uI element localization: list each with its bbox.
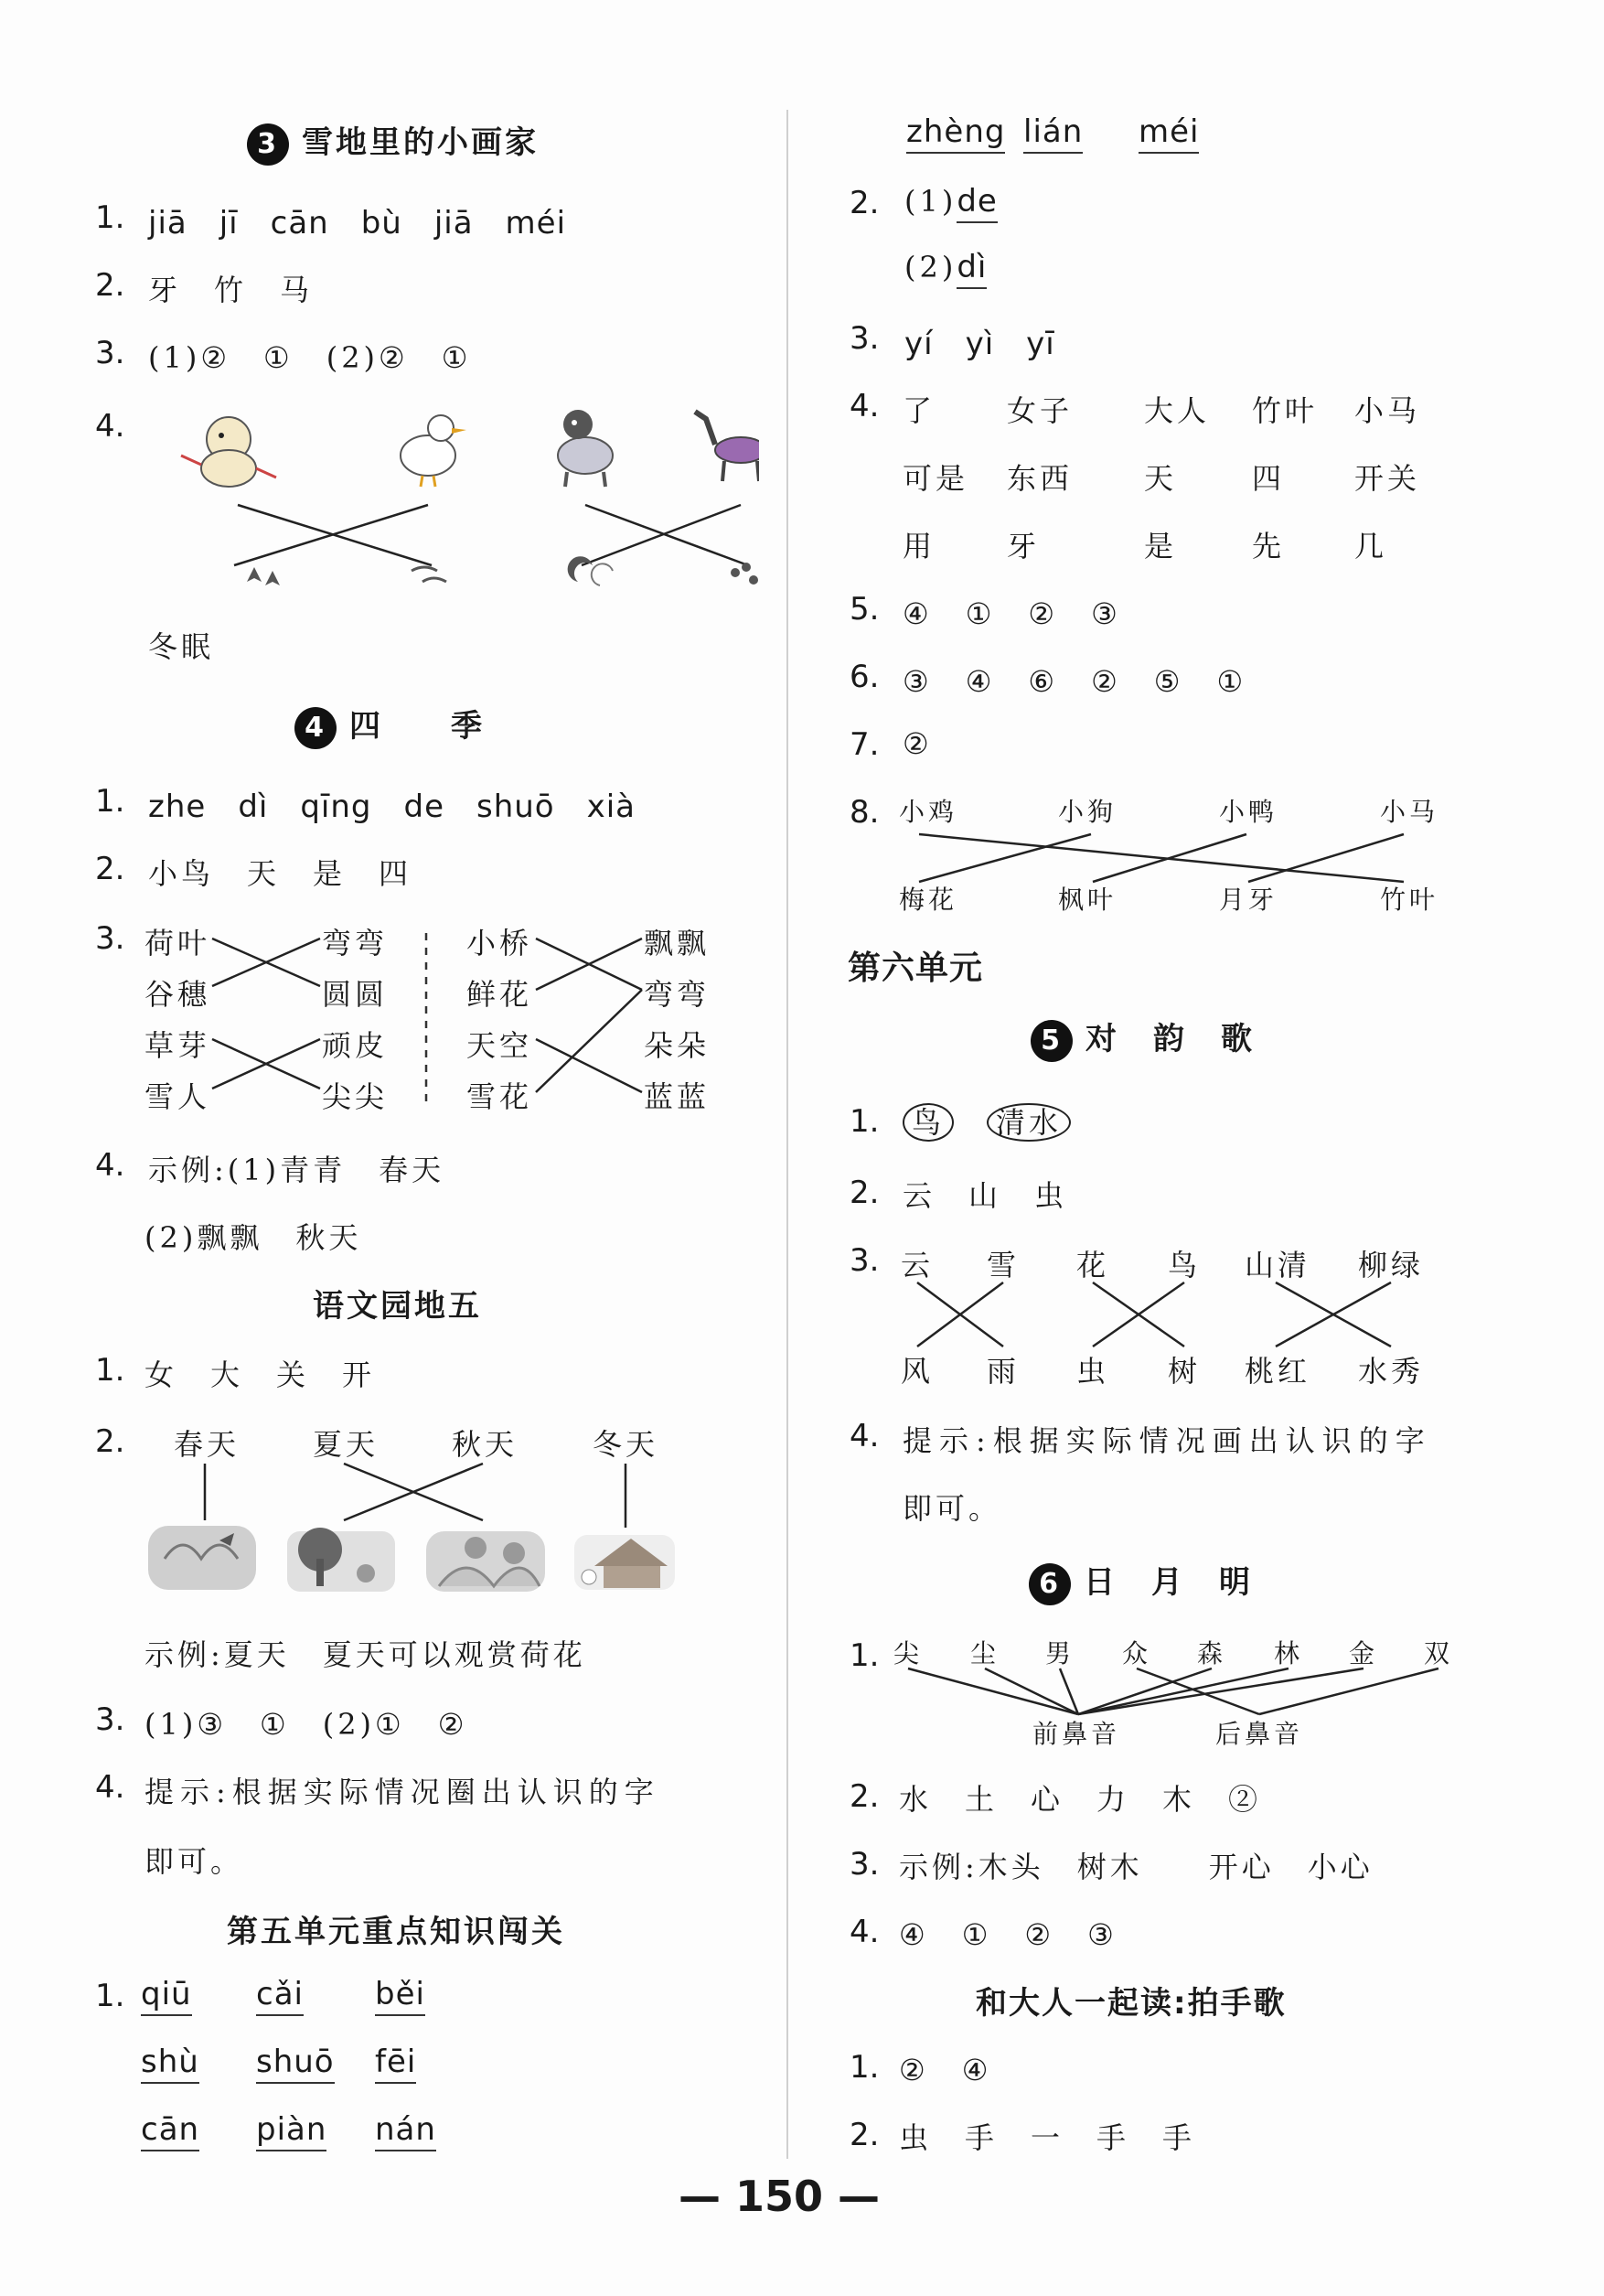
chick-picture [181, 417, 276, 487]
answer-text: zhe dì qīng de shuō xià [148, 789, 636, 825]
match-top-item: 小鸡 [899, 797, 958, 827]
answer-text: 女 大 关 开 [144, 1357, 376, 1392]
word-cell: 牙 [1007, 529, 1041, 563]
word-cell: 女子 [1007, 393, 1074, 428]
char-item: 双 [1424, 1638, 1454, 1668]
lesson-number-badge: 5 [1031, 1020, 1073, 1062]
match-right-item: 朵朵 [644, 1028, 711, 1063]
question-number: 1. [95, 783, 125, 820]
answer-text: 牙 竹 马 [148, 273, 314, 307]
lesson-title: 四 季 [349, 708, 485, 745]
word-cell: 先 [1252, 529, 1286, 563]
char-item: 尘 [970, 1638, 1000, 1668]
answer-text: (1)③ ① (2)① ② [144, 1707, 468, 1742]
word-cell: 开关 [1354, 461, 1421, 496]
answer-text: (1)② ① (2)② ① [148, 340, 472, 375]
pinyin-answer: shuō [256, 2044, 335, 2080]
question-number: 3. [95, 920, 125, 957]
question-number: 2. [95, 1423, 125, 1460]
answer-text: (1)de [904, 183, 998, 220]
match-bottom-item: 水秀 [1358, 1354, 1425, 1389]
match-bottom-item: 月牙 [1219, 885, 1278, 915]
answer-text: 云 山 虫 [903, 1178, 1068, 1213]
word-cell: 了 [903, 393, 936, 428]
question-number: 3. [95, 1701, 125, 1738]
pinyin-answer: piàn [256, 2111, 326, 2148]
question-number: 8. [850, 794, 880, 831]
word-cell: 天 [1144, 461, 1178, 496]
char-item: 林 [1274, 1638, 1304, 1668]
answer-text: ④ ① ② ③ [903, 596, 1121, 631]
answer-text: (2)飘飘 秋天 [144, 1220, 362, 1255]
question-number: 3. [850, 1242, 880, 1279]
word-cell: 大人 [1144, 393, 1211, 428]
pinyin-answer: běi [375, 1976, 425, 2012]
lesson-title: 日 月 明 [1084, 1564, 1253, 1601]
match-top-item: 鸟 [1168, 1248, 1202, 1282]
section-heading: 第五单元重点知识闯关 [227, 1914, 565, 1950]
word-cell: 小马 [1354, 393, 1421, 428]
duck-picture [401, 415, 466, 487]
match-left-item: 荷叶 [144, 926, 211, 960]
match-right-item: 圆圆 [322, 977, 389, 1012]
question-number: 1. [850, 2049, 880, 2086]
answer-text: 示例:木头 树木 开心 小心 [899, 1850, 1374, 1884]
matching-lines [91, 906, 750, 1125]
season-picture-matching [91, 1458, 750, 1623]
season-label: 秋天 [452, 1427, 519, 1462]
answer-text: (2)dì [904, 249, 987, 285]
question-number: 1. [850, 1637, 880, 1674]
match-top-item: 云 [901, 1248, 935, 1282]
maple-leaf-print [247, 567, 280, 585]
lesson-number-badge: 3 [247, 123, 289, 166]
horse-picture [695, 412, 759, 481]
match-top-item: 小马 [1380, 797, 1439, 827]
question-number: 4. [850, 1418, 880, 1454]
answer-text: yí yì yī [904, 326, 1055, 362]
char-item: 众 [1122, 1638, 1152, 1668]
answer-text: ② ④ [899, 2053, 992, 2087]
match-top-item: 雪 [987, 1248, 1021, 1282]
answer-text: 即可。 [144, 1844, 244, 1879]
word-cell: 四 [1252, 461, 1286, 496]
question-number: 2. [95, 851, 125, 887]
question-number: 3. [850, 1846, 880, 1883]
question-number: 6. [850, 659, 880, 695]
season-label: 冬天 [593, 1427, 659, 1462]
char-item: 尖 [893, 1638, 924, 1668]
matching-lines [846, 1277, 1504, 1350]
unit-heading: 第六单元 [848, 950, 984, 987]
bamboo-leaf-print [412, 567, 446, 582]
match-right-item: 弯弯 [644, 977, 711, 1012]
match-bottom-item: 雨 [987, 1354, 1021, 1389]
char-item: 金 [1349, 1638, 1379, 1668]
answer-text: jiā jī cān bù jiā méi [148, 205, 567, 241]
word-cell: 几 [1354, 529, 1388, 563]
section-heading: 和大人一起读:拍手歌 [976, 1985, 1287, 2022]
match-right-item: 顽皮 [322, 1028, 389, 1063]
match-left-item: 谷穗 [144, 977, 211, 1012]
page-number: — 150 — [679, 2172, 881, 2221]
question-number: 4. [850, 1914, 880, 1950]
lesson6-heading [1029, 1557, 1253, 1605]
match-right-item: 蓝蓝 [644, 1079, 711, 1114]
lesson-number-badge: 6 [1029, 1563, 1071, 1605]
plum-blossom-print [731, 563, 759, 585]
question-number: 2. [850, 1175, 880, 1211]
match-left-item: 雪人 [144, 1079, 211, 1114]
answer-text: ② [903, 726, 933, 761]
lesson5-heading [1031, 1014, 1255, 1062]
lesson-title: 雪地里的小画家 [302, 124, 539, 161]
column-divider [786, 110, 788, 2159]
section-heading: 语文园地五 [313, 1288, 482, 1325]
match-top-item: 小狗 [1058, 797, 1117, 827]
match-left-item: 雪花 [466, 1079, 533, 1114]
match-top-item: 小鸭 [1219, 797, 1278, 827]
question-number: 7. [850, 726, 880, 763]
question-number: 1. [850, 1103, 880, 1140]
question-number: 2. [850, 1778, 880, 1815]
pinyin-answer: zhèng [906, 113, 1005, 150]
match-bottom-item: 桃红 [1245, 1354, 1311, 1389]
question-number: 3. [850, 320, 880, 357]
question-number: 3. [95, 335, 125, 371]
pinyin-answer: nán [375, 2111, 436, 2148]
autumn-picture [426, 1531, 545, 1592]
answer-text: 冬眠 [148, 629, 215, 664]
lesson3-heading [247, 117, 539, 166]
answer-text: ③ ④ ⑥ ② ⑤ ① [903, 664, 1247, 699]
match-right-item: 尖尖 [322, 1079, 389, 1114]
summer-picture [287, 1528, 395, 1592]
pinyin-answer: cǎi [256, 1976, 304, 2012]
question-number: 1. [95, 1352, 125, 1389]
question-number: 1. [95, 199, 125, 236]
question-number: 4. [95, 408, 125, 445]
match-left-item: 鲜花 [466, 977, 533, 1012]
pinyin-answer: shù [141, 2044, 199, 2080]
match-bottom-item: 虫 [1076, 1354, 1110, 1389]
winter-picture [574, 1535, 675, 1590]
answer-text: 示例:夏天 夏天可以观赏荷花 [144, 1637, 586, 1672]
lesson4-heading [294, 701, 485, 749]
match-top-item: 山清 [1245, 1248, 1311, 1282]
match-bottom-item: 树 [1168, 1354, 1202, 1389]
pinyin-answer: lián [1023, 113, 1083, 150]
pinyin-answer: cān [141, 2111, 199, 2148]
answer-text: 小鸟 天 是 四 [148, 856, 412, 891]
char-item: 男 [1045, 1638, 1075, 1668]
match-top-item: 花 [1076, 1248, 1110, 1282]
question-number: 2. [850, 2117, 880, 2153]
word-cell: 是 [1144, 529, 1178, 563]
word-cell: 东西 [1007, 461, 1074, 496]
animal-footprint-matching [137, 402, 759, 595]
word-cell: 用 [903, 529, 936, 563]
question-number: 1. [95, 1978, 125, 2014]
pinyin-answer: qiū [141, 1976, 192, 2012]
answer-text: 示例:(1)青青 春天 [148, 1153, 445, 1187]
lesson-title: 对 韵 歌 [1085, 1021, 1255, 1057]
category-label: 前鼻音 [1032, 1719, 1121, 1749]
match-right-item: 弯弯 [322, 926, 389, 960]
question-number: 2. [850, 185, 880, 221]
answer-text: 提示:根据实际情况画出认识的字 [903, 1423, 1432, 1458]
pinyin-answer: méi [1139, 113, 1199, 150]
match-left-item: 草芽 [144, 1028, 211, 1063]
word-cell: 可是 [903, 461, 969, 496]
matching-lines [846, 823, 1504, 887]
crescent-print [568, 556, 613, 585]
match-bottom-item: 梅花 [899, 885, 958, 915]
pinyin-answer: fēi [375, 2044, 416, 2080]
question-number: 4. [850, 388, 880, 424]
question-number: 4. [95, 1769, 125, 1806]
dog-picture [558, 410, 613, 487]
answer-text: 虫 手 一 手 手 [899, 2120, 1196, 2155]
word-cell: 竹叶 [1252, 393, 1319, 428]
match-bottom-item: 竹叶 [1380, 885, 1439, 915]
category-label: 后鼻音 [1215, 1719, 1304, 1749]
match-bottom-item: 风 [901, 1354, 935, 1389]
question-number: 4. [95, 1147, 125, 1184]
spring-picture [148, 1526, 256, 1590]
match-left-item: 天空 [466, 1028, 533, 1063]
match-bottom-item: 枫叶 [1058, 885, 1117, 915]
answer-text: 提示:根据实际情况圈出认识的字 [144, 1775, 660, 1809]
answer-text: 即可。 [903, 1491, 1002, 1526]
match-right-item: 飘飘 [644, 926, 711, 960]
season-label: 春天 [174, 1427, 241, 1462]
season-label: 夏天 [313, 1427, 380, 1462]
answer-text: 水 土 心 力 木 ② [899, 1782, 1262, 1817]
char-item: 森 [1197, 1638, 1227, 1668]
match-top-item: 柳绿 [1358, 1248, 1425, 1282]
answer-text: ④ ① ② ③ [899, 1917, 1117, 1952]
match-left-item: 小桥 [466, 926, 533, 960]
circled-answer: 鸟 清水 [903, 1100, 1071, 1142]
question-number: 2. [95, 267, 125, 304]
lesson-number-badge: 4 [294, 707, 337, 749]
matching-lines [846, 1663, 1504, 1718]
question-number: 5. [850, 591, 880, 628]
